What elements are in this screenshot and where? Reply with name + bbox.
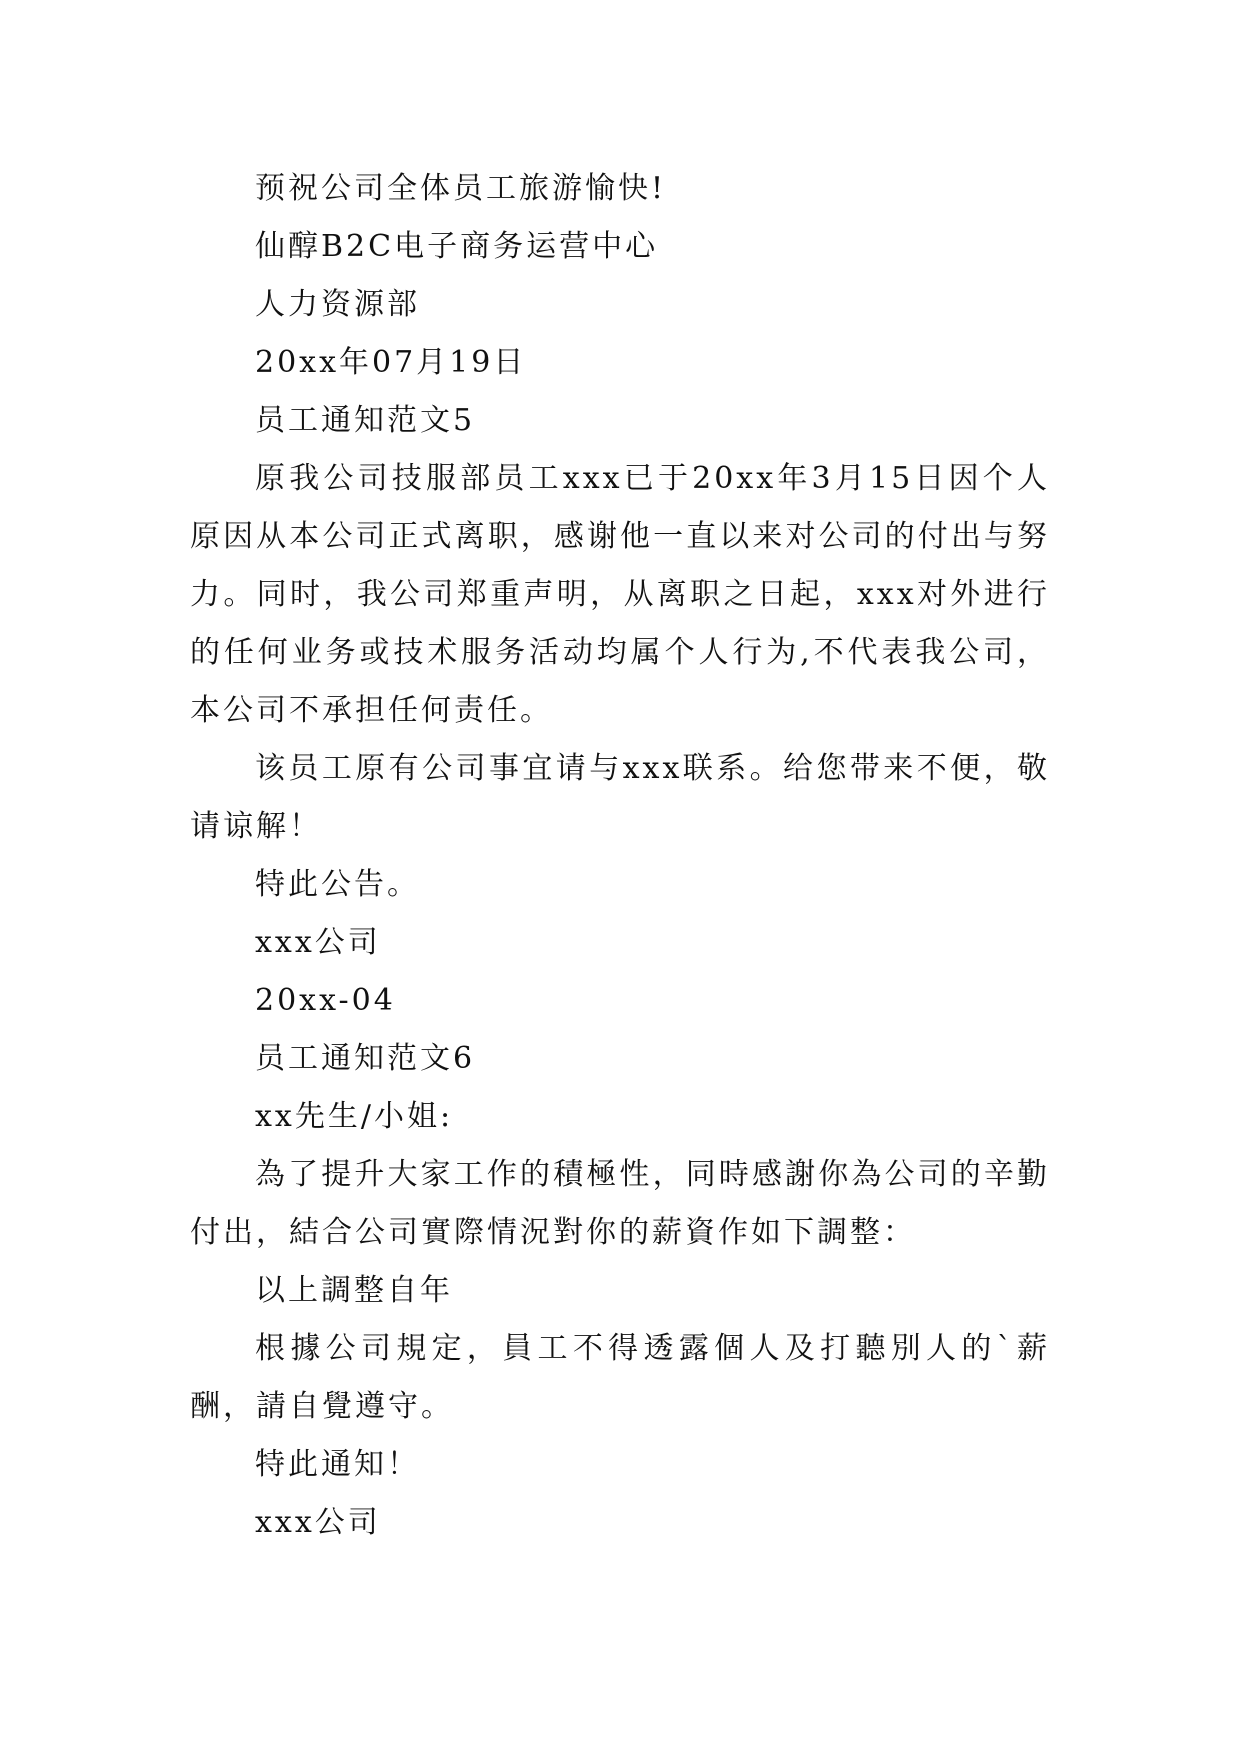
document-body <box>190 160 1050 1552</box>
body-paragraph-salary: 為了提升大家工作的積極性，同時感謝你為公司的辛勤付出，結合公司實際情況對你的薪資作如下調整： <box>190 1157 1050 1250</box>
signature-company: xxx公司 <box>255 925 381 960</box>
section-heading-5: 员工通知范文5 <box>255 403 476 438</box>
section-heading-6: 员工通知范文6 <box>255 1041 476 1076</box>
body-paragraph-resignation: 原我公司技服部员工xxx已于20xx年3月15日因个人原因从本公司正式离职，感谢他一直以来对公司的付出与努力。同时，我公司郑重声明，从离职之日起，xxx对外进行的任何业务或技术服务活动均属个人行为,不代表我公司，本公司不承担任何责任。 <box>190 461 1050 728</box>
closing-wish: 预祝公司全体员工旅游愉快! <box>255 171 667 206</box>
salutation: xx先生/小姐: <box>255 1099 454 1134</box>
signature-organization: 仙醇B2C电子商务运营中心 <box>255 229 659 264</box>
signature-date: 20xx年07月19日 <box>255 345 527 380</box>
body-paragraph-contact: 该员工原有公司事宜请与xxx联系。给您带来不便，敬请谅解！ <box>190 751 1050 844</box>
signature-department: 人力资源部 <box>255 287 420 322</box>
body-paragraph-confidentiality: 根據公司規定，員工不得透露個人及打聽別人的`薪酬，請自覺遵守。 <box>190 1331 1050 1424</box>
announcement-closing: 特此公告。 <box>255 867 420 902</box>
signature-company-2: xxx公司 <box>255 1505 381 1540</box>
signature-date-2: 20xx-04 <box>255 983 396 1018</box>
notice-closing: 特此通知！ <box>255 1447 420 1482</box>
body-paragraph-effective: 以上調整自年 <box>255 1273 453 1308</box>
